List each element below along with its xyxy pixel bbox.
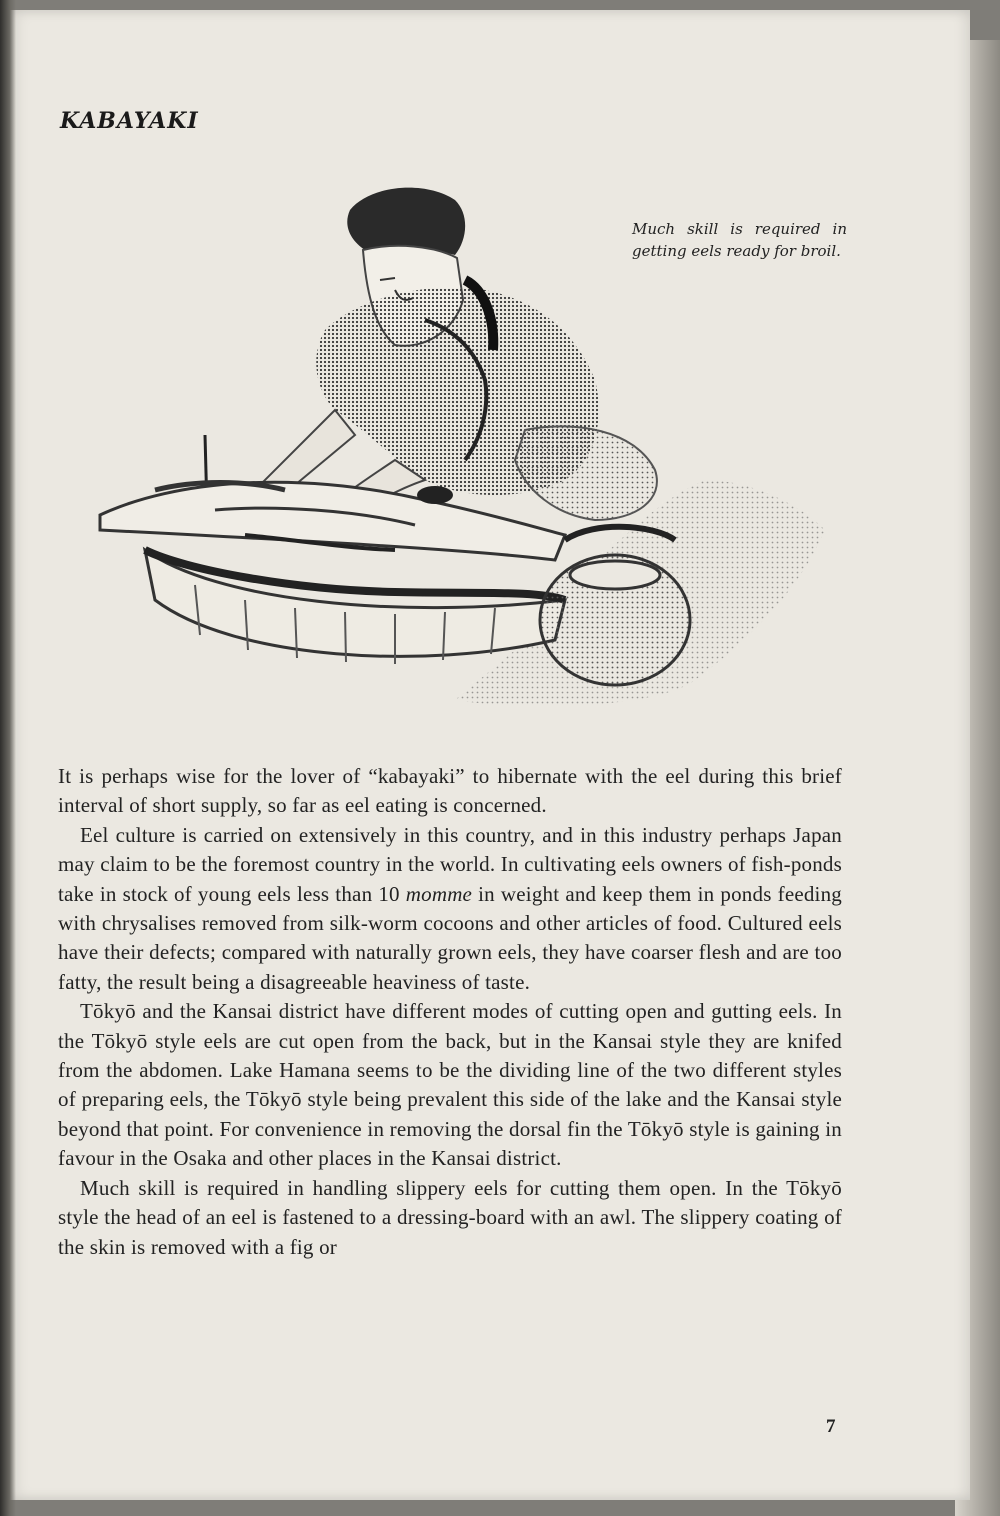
paragraph-emphasis: momme [405, 881, 473, 906]
paragraph [58, 997, 842, 1173]
paragraph-text: It is perhaps wise for the lover of “kabayaki” to hibernate with the eel during this brief interval of short supply, so far as eel eating is concerned. [58, 764, 842, 818]
page-number: 7 [826, 1416, 836, 1437]
paragraph [58, 1174, 842, 1262]
paragraph-text: Eel culture is carried on extensively in this country, and in this industry perhaps Japan may claim to be the foremost country in the world. In cultivating eels owners of fish-ponds take in stock of young eels less than 10 [58, 822, 842, 906]
paragraph [58, 762, 842, 821]
paragraph-text: in weight and keep them in ponds feeding with chrysalises removed from silk-worm cocoons and other articles of food. Cultured eels have their defects; compared with naturally grown eels, they have coarser flesh and are too fatty, the result being a disagreeable heaviness of taste. [58, 881, 842, 994]
book-spine-shadow [0, 0, 16, 1516]
paragraph-text: Much skill is required in handling slippery eels for cutting them open. In the Tōkyō style the head of an eel is fastened to a dressing-board with an awl. The slippery coating of the skin is removed with a fig or [58, 1175, 842, 1259]
page-heading: KABAYAKI [60, 108, 199, 134]
paragraph [58, 821, 842, 997]
illustration-caption: Much skill is required in getting eels ready for broil. [632, 220, 847, 260]
paragraph-text: Tōkyō and the Kansai district have different modes of cutting open and gutting eels. In the Tōkyō style eels are cut open from the back, but in the Kansai style they are knifed from the abdomen. Lake Hamana seems to be the dividing line of the two different styles of preparing eels, the Tōkyō style being prevalent this side of the lake and the Kansai style beyond that point. For convenience in removing the dorsal fin the Tōkyō style is gaining in favour in the Osaka and other places in the Kansai district. [58, 999, 842, 1171]
body-text [58, 762, 842, 1262]
